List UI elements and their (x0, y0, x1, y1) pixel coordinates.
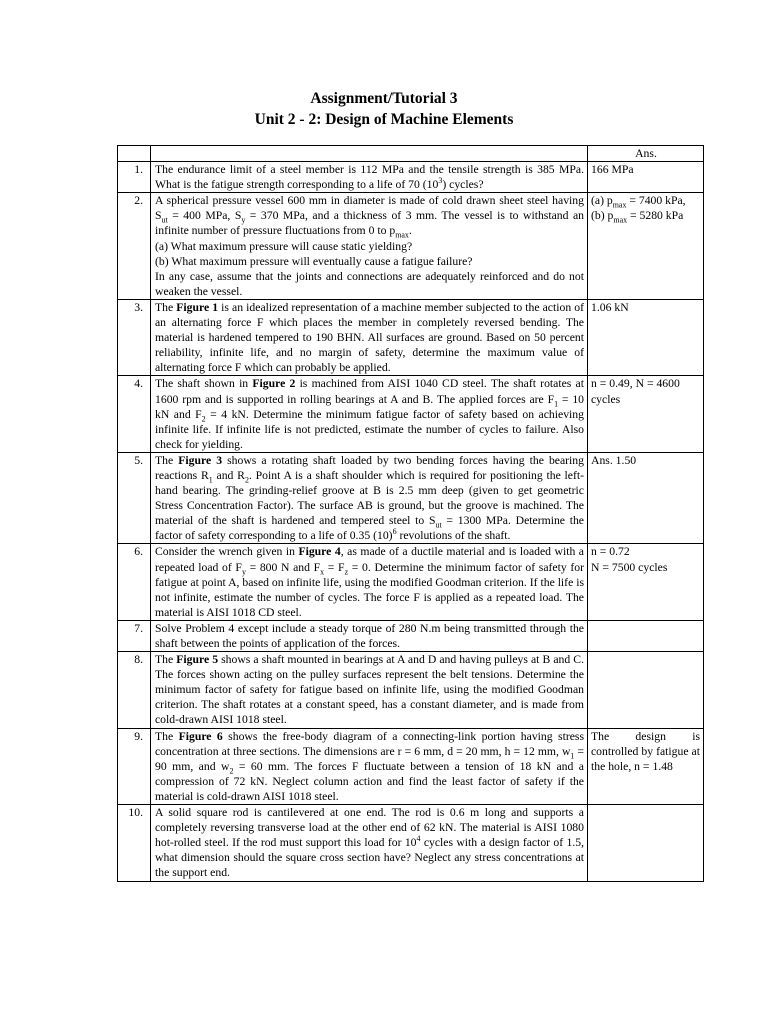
answer-header: Ans. (588, 146, 704, 162)
question-number: 9. (118, 728, 151, 804)
answer-text (588, 620, 704, 651)
figure-ref: Figure 1 (176, 300, 219, 314)
question-number: 3. (118, 299, 151, 375)
question-number: 7. (118, 620, 151, 651)
answer-text (588, 805, 704, 881)
assignment-table (117, 145, 704, 882)
table-row (118, 652, 704, 728)
question-text: The Figure 6 shows the free-body diagram of a connecting-link portion having stress concentration at three sections. The dimensions are r = 6 mm, d = 20 mm, h = 12 mm, $w_1 = 90$ mm, and $w_2 = 60$ mm. The forces F fluctuate between a tension of 18 kN and a compression of 72 kN. Neglect column action and find the least factor of safety if the material is cold-drawn AISI 1018 steel. (151, 728, 588, 804)
question-text: The endurance limit of a steel member is 112 MPa and the tensile strength is 385 MPa. What is the fatigue strength corresponding to a life of 70 $(10^3)$ cycles? (151, 162, 588, 193)
answer-text (588, 652, 704, 728)
question-number: 8. (118, 652, 151, 728)
question-number: 6. (118, 544, 151, 620)
question-number: 1. (118, 162, 151, 193)
question-part-a: (a) What maximum pressure will cause static yielding? (155, 239, 413, 253)
header-num-cell (118, 146, 151, 162)
question-text: Solve Problem 4 except include a steady torque of 280 N.m being transmitted through the shaft between the points of application of the forces. (151, 620, 588, 651)
answer-text: n = 0.72 N = 7500 cycles (588, 544, 704, 620)
table-row (118, 452, 704, 544)
question-text: A solid square rod is cantilevered at one end. The rod is 0.6 m long and supports a completely reversing transverse load at the other end of 62 kN. The material is AISI 1080 hot-rolled steel. If the rod must support this load for $10^4$ cycles with a design factor of 1.5, what dimension should the square cross section have? Neglect any stress concentrations at the support end. (151, 805, 588, 881)
question-text: The Figure 1 is an idealized representation of a machine member subjected to the action of an alternating force F which places the member in completely reversed bending. The material is hardened tempered to 190 BHN. All surfaces are ground. Based on 50 percent reliability, infinite life, and no margin of safety, determine the maximum value of alternating force F which can probably be applied. (151, 299, 588, 375)
answer-text: n = 0.49, N = 4600 cycles (588, 376, 704, 452)
table-header-row (118, 146, 704, 162)
question-text: Consider the wrench given in Figure 4, as made of a ductile material and is loaded with a repeated load of $F_y = 800$ N and $F_x = F_z = 0$. Determine the minimum factor of safety for fatigue at point A, based on infinite life, using the modified Goodman criterion. If the life is not infinite, estimate the number of cycles. The force F is applied as a repeated load. The material is AISI 1018 CD steel. (151, 544, 588, 620)
question-number: 4. (118, 376, 151, 452)
table-row (118, 544, 704, 620)
answer-text: The design is controlled by fatigue at the hole, n = 1.48 (588, 728, 704, 804)
question-number: 2. (118, 193, 151, 300)
figure-ref: Figure 6 (178, 729, 223, 743)
table-row (118, 376, 704, 452)
question-text: The Figure 3 shows a rotating shaft loaded by two bending forces having the bearing reactions $R_1$ and $R_2$. Point A is a shaft shoulder which is required for positioning the left-hand bearing. The grinding-relief groove at B is 2.5 mm deep (given to get geometric Stress Concentration Factor). The surface AB is ground, but the groove is machined. The material of the shaft is hardened and tempered steel to $S_{ut} = 1300$ MPa. Determine the factor of safety corresponding to a life of 0.35 $(10)^6$ revolutions of the shaft. (151, 452, 588, 544)
table-row (118, 620, 704, 651)
figure-ref: Figure 5 (176, 653, 219, 667)
question-text: The Figure 5 shows a shaft mounted in bearings at A and D and having pulleys at B and C. The forces shown acting on the pulley surfaces represent the belt tensions. Determine the minimum factor of safety for fatigue based on infinite life, using the modified Goodman criterion. The shaft rotates at a constant speed, has a constant diameter, and is made from cold-drawn AISI 1018 steel. (151, 652, 588, 728)
answer-text: (a) $p_{max} = 7400$ kPa, (b) $p_{max} = 5280$ kPa (588, 193, 704, 300)
answer-text: 166 MPa (588, 162, 704, 193)
table-row (118, 728, 704, 804)
figure-ref: Figure 4 (298, 545, 341, 559)
figure-ref: Figure 3 (178, 453, 223, 467)
question-note: In any case, assume that the joints and connections are adequately reinforced and do not weaken the vessel. (155, 269, 584, 298)
document-subtitle: Unit 2 - 2: Design of Machine Elements (254, 111, 514, 128)
table-row (118, 805, 704, 881)
document-title: Assignment/Tutorial 3 (310, 90, 458, 107)
table-row (118, 162, 704, 193)
answer-text: Ans. 1.50 (588, 452, 704, 544)
question-text: The shaft shown in Figure 2 is machined from AISI 1040 CD steel. The shaft rotates at 1600 rpm and is supported in rolling bearings at A and B. The applied forces are $F_1 = 10$ kN and $F_2 = 4$ kN. Determine the minimum fatigue factor of safety based on achieving infinite life. If infinite life is not predicted, estimate the number of cycles to failure. Also check for yielding. (151, 376, 588, 452)
question-number: 5. (118, 452, 151, 544)
question-text: A spherical pressure vessel 600 mm in diameter is made of cold drawn sheet steel having $S_{ut} = 400$ MPa, $S_y = 370$ MPa, and a thickness of 3 mm. The vessel is to withstand an infinite number of pressure fluctuations from 0 to $p_{max}$. (a) What maximum pressure will cause static yielding? (b) What maximum pressure will eventually cause a fatigue failure? In any case, assume that the joints and connections are adequately reinforced and do not weaken the vessel. (151, 193, 588, 300)
header-question-cell (151, 146, 588, 162)
question-number: 10. (118, 805, 151, 881)
answer-text: 1.06 kN (588, 299, 704, 375)
question-part-b: (b) What maximum pressure will eventually cause a fatigue failure? (155, 254, 473, 268)
figure-ref: Figure 2 (252, 377, 296, 391)
table-row (118, 299, 704, 375)
table-row (118, 193, 704, 300)
